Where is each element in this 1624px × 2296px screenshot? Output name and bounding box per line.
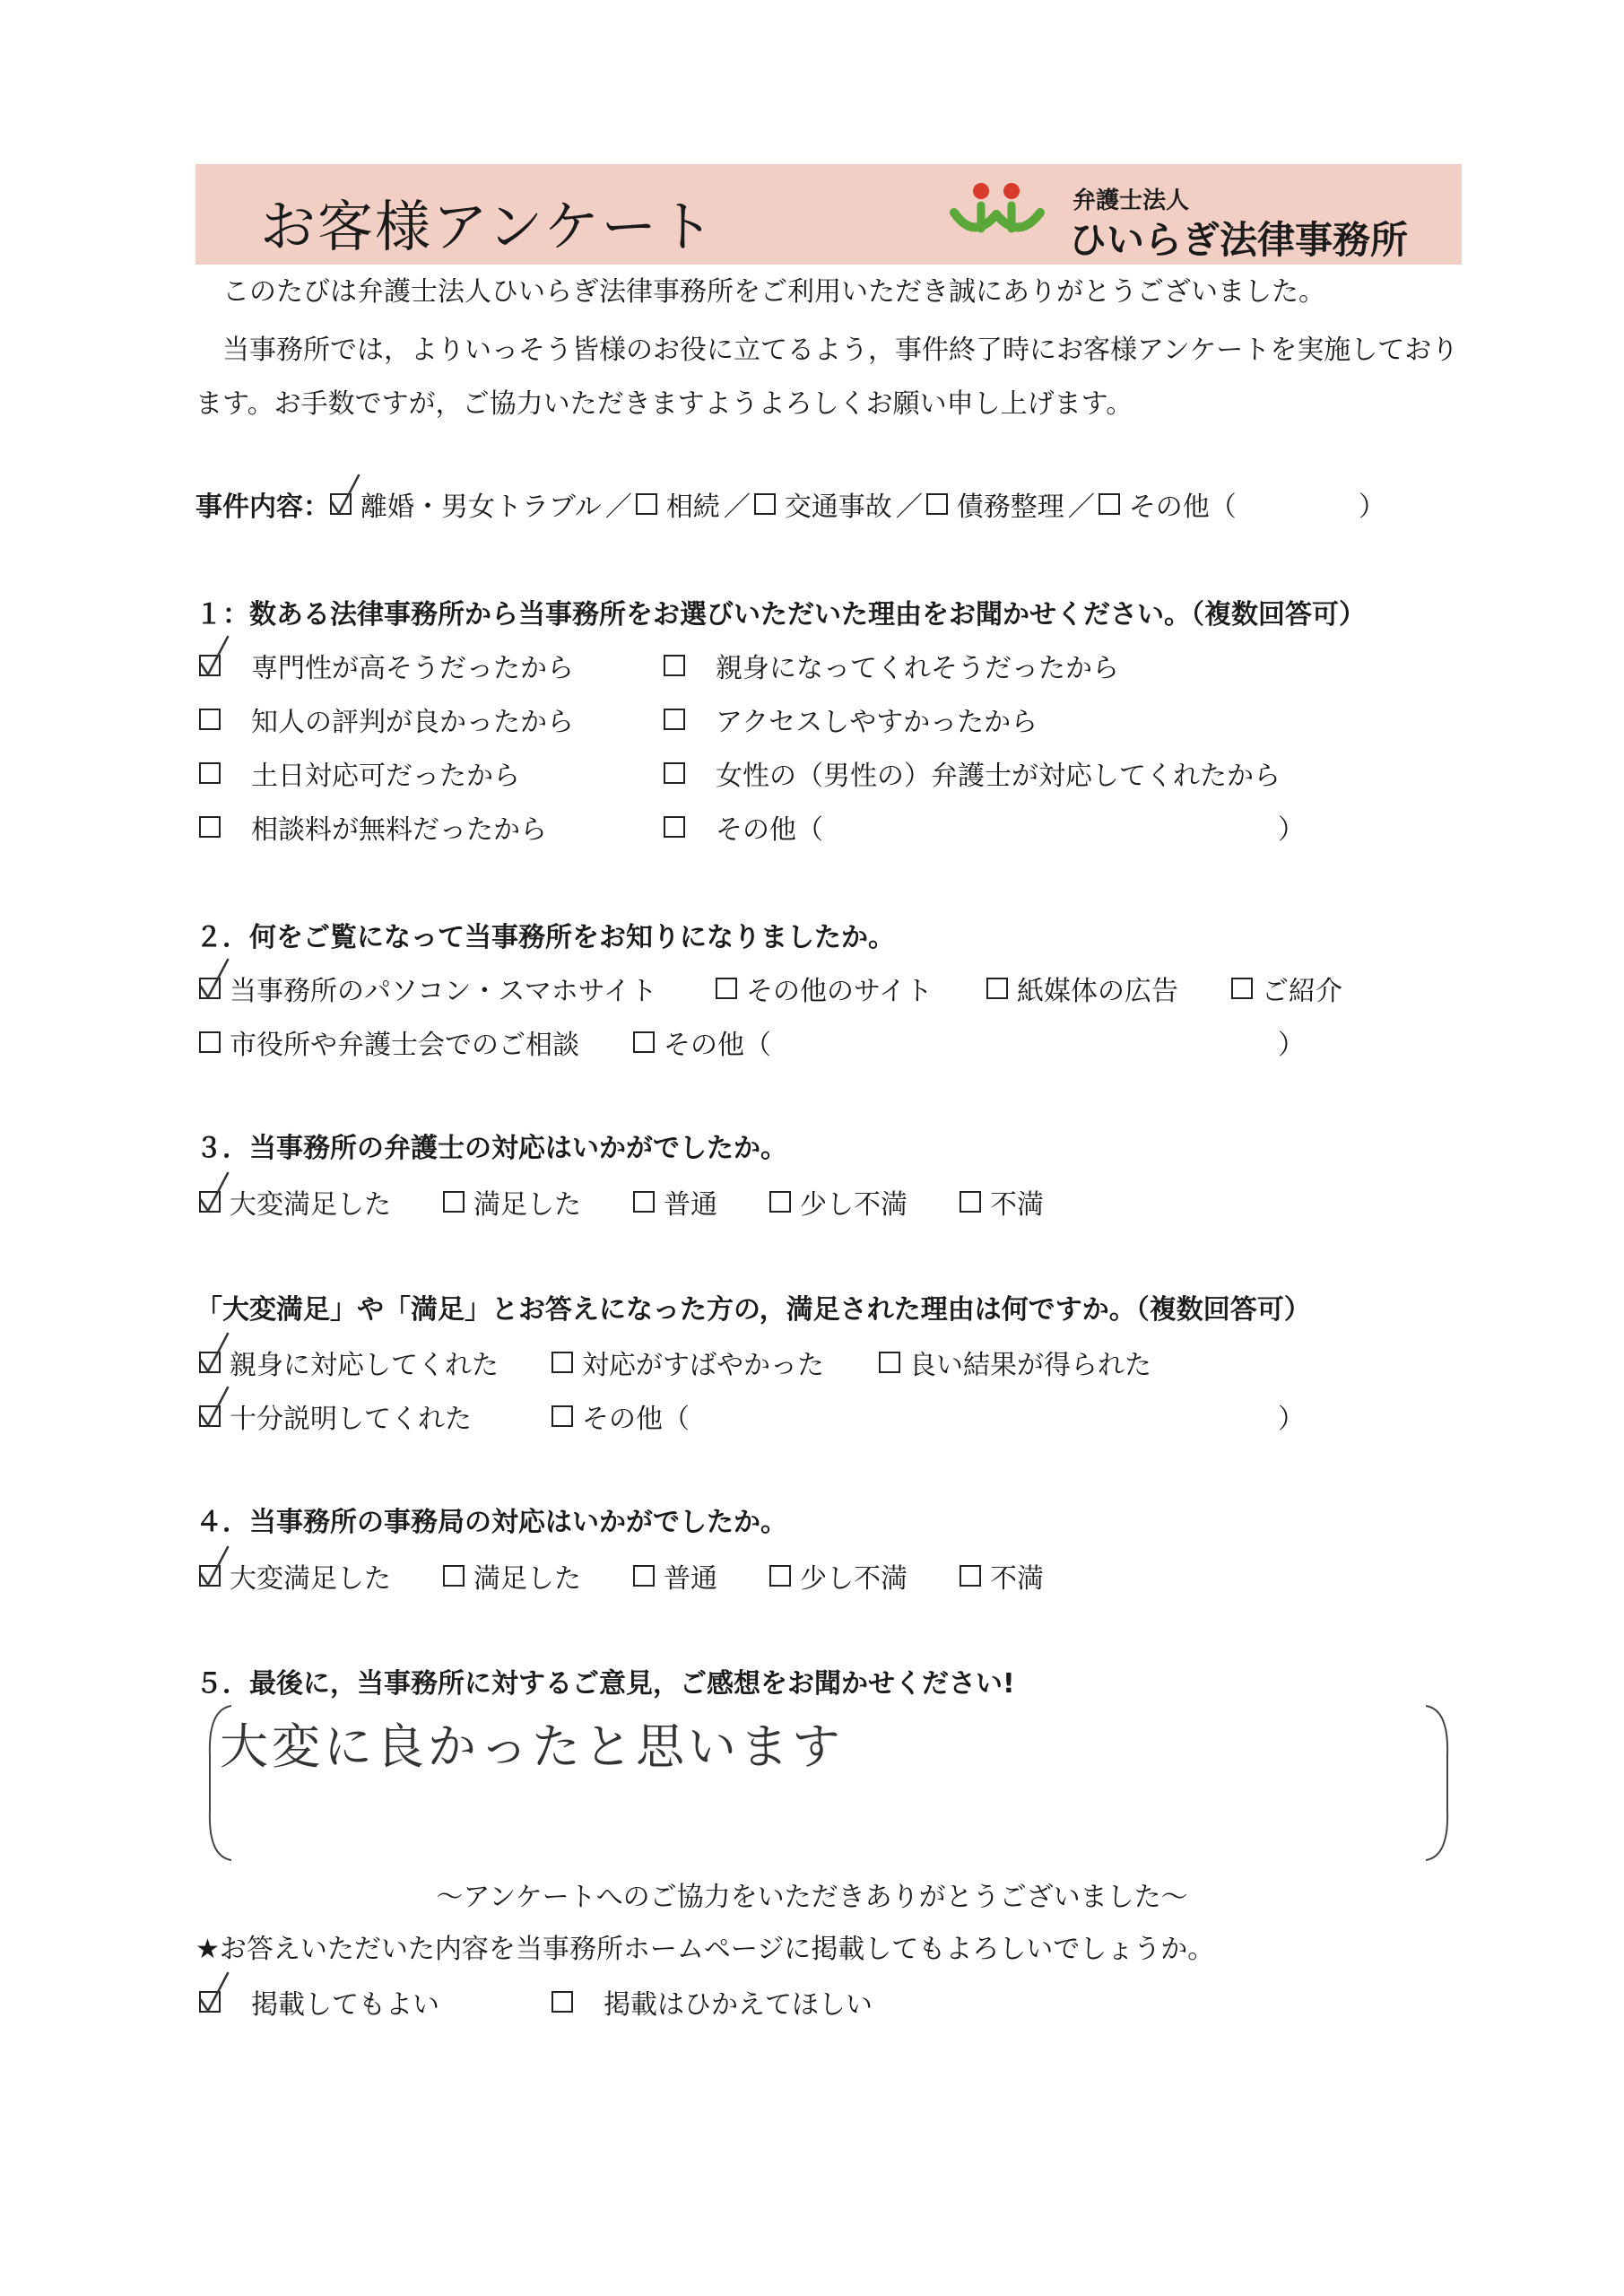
q4-option-label: 少し不満 bbox=[800, 1563, 908, 1595]
q1-option-weekend bbox=[199, 753, 520, 793]
q2-option-city-office bbox=[199, 1022, 579, 1062]
q4-option-label: 不満 bbox=[990, 1563, 1044, 1595]
publish-option-label: 掲載はひかえてほしい bbox=[604, 1989, 873, 2021]
checkbox-case-divorce[interactable] bbox=[330, 493, 352, 515]
checkbox-publish-decline[interactable] bbox=[551, 1991, 573, 2013]
q3b-option-caring bbox=[199, 1343, 499, 1382]
q2-option-label: 当事務所のパソコン・スマホサイト bbox=[230, 976, 657, 1007]
q3-title: ３．当事務所の弁護士の対応はいかがでしたか。 bbox=[195, 1133, 787, 1164]
q1-option-label: 相談料が無料だったから bbox=[251, 814, 547, 846]
q5-title: ５．最後に，当事務所に対するご意見，ご感想をお聞かせください! bbox=[195, 1668, 1015, 1700]
q1-option-other bbox=[664, 807, 823, 847]
q4-option-neutral bbox=[633, 1556, 717, 1596]
case-option-traffic: 交通事故 bbox=[784, 491, 892, 523]
q1-option-gender bbox=[664, 753, 1281, 793]
q3b-option-label: その他（ bbox=[582, 1404, 690, 1435]
q3-option-slightly-dissatisfied bbox=[769, 1182, 908, 1222]
q2-option-print bbox=[986, 969, 1178, 1008]
checkbox-q3b-explained[interactable] bbox=[199, 1405, 221, 1427]
firm-name: ひいらぎ法律事務所 bbox=[1069, 218, 1409, 262]
q3-option-neutral bbox=[633, 1182, 717, 1222]
intro-line-2: 当事務所では，よりいっそう皆様のお役に立てるよう，事件終了時にお客様アンケートを実施しており bbox=[222, 335, 1459, 366]
q1-option-label: その他（ bbox=[716, 814, 823, 846]
q2-option-label: その他（ bbox=[664, 1030, 771, 1061]
checkbox-q4-neutral[interactable] bbox=[633, 1565, 655, 1587]
q2-option-label: 紙媒体の広告 bbox=[1017, 976, 1178, 1007]
q3b-other-close: ） bbox=[1278, 1404, 1305, 1435]
q1-option-label: 土日対応可だったから bbox=[251, 761, 520, 792]
q2-option-other bbox=[633, 1022, 771, 1062]
q1-option-caring bbox=[664, 646, 1119, 685]
q3-option-label: 少し不満 bbox=[800, 1189, 908, 1221]
checkbox-q1-reputation[interactable] bbox=[199, 709, 221, 730]
comment-answer[interactable]: 大変に良かったと思います bbox=[220, 1718, 844, 1775]
checkbox-q2-city-office[interactable] bbox=[199, 1031, 221, 1053]
q2-option-other-site bbox=[716, 969, 933, 1008]
checkmark-icon bbox=[197, 1970, 233, 2014]
q2-option-referral bbox=[1231, 969, 1342, 1008]
checkmark-icon bbox=[197, 633, 233, 678]
q1-option-label: 女性の（男性の）弁護士が対応してくれたから bbox=[716, 761, 1281, 792]
q1-option-label: アクセスしやすかったから bbox=[716, 707, 1038, 738]
q3b-option-label: 良い結果が得られた bbox=[909, 1350, 1151, 1381]
checkmark-icon bbox=[328, 472, 364, 517]
checkmark-icon bbox=[197, 956, 233, 1001]
checkbox-q1-free[interactable] bbox=[199, 816, 221, 838]
checkbox-q1-other[interactable] bbox=[664, 816, 685, 838]
case-type-row: 事件内容： 離婚・男女トラブル ／ 相続 ／ 交通事故 ／ 債務整理 ／ その他（ bbox=[195, 484, 1237, 524]
checkbox-case-other[interactable] bbox=[1099, 493, 1120, 515]
q2-other-close: ） bbox=[1278, 1030, 1305, 1061]
q1-option-label: 専門性が高そうだったから bbox=[251, 653, 574, 684]
checkbox-case-traffic[interactable] bbox=[754, 493, 776, 515]
q3b-option-result bbox=[879, 1343, 1151, 1382]
case-type-label: 事件内容： bbox=[195, 491, 330, 523]
q4-option-label: 普通 bbox=[664, 1563, 717, 1595]
q3-option-satisfied bbox=[443, 1182, 581, 1222]
checkbox-q4-dissatisfied[interactable] bbox=[960, 1565, 981, 1587]
q3-option-label: 普通 bbox=[664, 1189, 717, 1221]
checkbox-q1-caring[interactable] bbox=[664, 655, 685, 676]
checkbox-q1-gender[interactable] bbox=[664, 762, 685, 784]
q4-option-dissatisfied bbox=[960, 1556, 1044, 1596]
q4-option-label: 大変満足した bbox=[230, 1563, 391, 1595]
case-other-close: ） bbox=[1359, 491, 1385, 523]
q4-option-satisfied bbox=[443, 1556, 581, 1596]
checkbox-q1-weekend[interactable] bbox=[199, 762, 221, 784]
firm-logo bbox=[947, 178, 1449, 262]
publish-option-decline bbox=[551, 1982, 873, 2022]
checkbox-case-inheritance[interactable] bbox=[636, 493, 657, 515]
q1-title: １：数ある法律事務所から当事務所をお選びいただいた理由をお聞かせください。（複数回答可） bbox=[195, 599, 1366, 631]
header-banner bbox=[195, 164, 1462, 265]
q2-option-label: ご紹介 bbox=[1262, 976, 1342, 1007]
case-option-debt: 債務整理 bbox=[956, 491, 1064, 523]
q1-option-access bbox=[664, 700, 1038, 739]
case-option-divorce: 離婚・男女トラブル bbox=[360, 491, 602, 523]
q4-title: ４．当事務所の事務局の対応はいかがでしたか。 bbox=[195, 1507, 787, 1538]
checkbox-case-debt[interactable] bbox=[926, 493, 948, 515]
case-option-inheritance: 相続 bbox=[665, 491, 720, 523]
q3-option-label: 満足した bbox=[473, 1189, 581, 1221]
publish-question: ★お答えいただいた内容を当事務所ホームページに掲載してもよろしいでしょうか。 bbox=[195, 1934, 1215, 1965]
q2-option-label: 市役所や弁護士会でのご相談 bbox=[230, 1030, 579, 1061]
checkbox-publish-ok[interactable] bbox=[199, 1991, 221, 2013]
firm-type: 弁護士法人 bbox=[1073, 187, 1190, 214]
checkbox-q3b-quick[interactable] bbox=[551, 1352, 573, 1373]
q3b-option-label: 対応がすばやかった bbox=[582, 1350, 824, 1381]
checkbox-q3-dissatisfied[interactable] bbox=[960, 1191, 981, 1213]
q3-option-very-satisfied bbox=[199, 1182, 391, 1222]
checkbox-q4-very-satisfied[interactable] bbox=[199, 1565, 221, 1587]
checkbox-q1-access[interactable] bbox=[664, 709, 685, 730]
checkbox-q3-slightly-dissatisfied[interactable] bbox=[769, 1191, 791, 1213]
q4-option-slightly-dissatisfied bbox=[769, 1556, 908, 1596]
q4-option-label: 満足した bbox=[473, 1563, 581, 1595]
q2-option-label: その他のサイト bbox=[746, 976, 933, 1007]
publish-option-ok bbox=[199, 1982, 439, 2022]
q1-option-label: 親身になってくれそうだったから bbox=[716, 653, 1119, 684]
checkmark-icon bbox=[197, 1544, 233, 1588]
publish-option-label: 掲載してもよい bbox=[251, 1989, 439, 2021]
checkbox-q3b-caring[interactable] bbox=[199, 1352, 221, 1373]
checkbox-q3b-result[interactable] bbox=[879, 1352, 900, 1373]
checkbox-q2-referral[interactable] bbox=[1231, 978, 1253, 999]
checkmark-icon bbox=[197, 1170, 233, 1214]
checkmark-icon bbox=[197, 1330, 233, 1375]
thanks-message: ～アンケートへのご協力をいただきありがとうございました～ bbox=[436, 1882, 1188, 1913]
q2-title: ２．何をご覧になって当事務所をお知りになりましたか。 bbox=[195, 922, 895, 953]
case-option-other: その他（ bbox=[1128, 491, 1237, 523]
checkbox-q3-neutral[interactable] bbox=[633, 1191, 655, 1213]
q3b-option-label: 十分説明してくれた bbox=[230, 1404, 472, 1435]
checkbox-q4-satisfied[interactable] bbox=[443, 1565, 465, 1587]
q1-option-expertise bbox=[199, 646, 574, 685]
q3b-option-quick bbox=[551, 1343, 824, 1382]
q3b-option-other bbox=[551, 1396, 690, 1436]
q1-other-close: ） bbox=[1278, 814, 1305, 846]
checkbox-q2-website[interactable] bbox=[199, 978, 221, 999]
q1-option-free bbox=[199, 807, 547, 847]
holly-logo-icon bbox=[947, 178, 1055, 259]
checkbox-q3b-other[interactable] bbox=[551, 1405, 573, 1427]
checkbox-q3-satisfied[interactable] bbox=[443, 1191, 465, 1213]
q3-option-label: 不満 bbox=[990, 1189, 1044, 1221]
checkbox-q1-expertise[interactable] bbox=[199, 655, 221, 676]
q3-option-label: 大変満足した bbox=[230, 1189, 391, 1221]
checkbox-q2-other[interactable] bbox=[633, 1031, 655, 1053]
q2-option-website bbox=[199, 969, 657, 1008]
q4-option-very-satisfied bbox=[199, 1556, 391, 1596]
checkbox-q2-other-site[interactable] bbox=[716, 978, 737, 999]
q1-option-reputation bbox=[199, 700, 574, 739]
page-title: お客様アンケート bbox=[260, 194, 716, 259]
checkbox-q4-slightly-dissatisfied[interactable] bbox=[769, 1565, 791, 1587]
checkbox-q3-very-satisfied[interactable] bbox=[199, 1191, 221, 1213]
checkbox-q2-print[interactable] bbox=[986, 978, 1008, 999]
q3-option-dissatisfied bbox=[960, 1182, 1044, 1222]
q3b-option-explained bbox=[199, 1396, 472, 1436]
intro-line-3: ます。お手数ですが，ご協力いただきますようよろしくお願い申し上げます。 bbox=[195, 388, 1133, 420]
q3b-option-label: 親身に対応してくれた bbox=[230, 1350, 499, 1381]
q3b-title: 「大変満足」や「満足」とお答えになった方の，満足された理由は何ですか。（複数回答可） bbox=[195, 1294, 1311, 1326]
intro-line-1: このたびは弁護士法人ひいらぎ法律事務所をご利用いただき誠にありがとうございました。 bbox=[222, 276, 1325, 308]
q1-option-label: 知人の評判が良かったから bbox=[251, 707, 574, 738]
checkmark-icon bbox=[197, 1384, 233, 1429]
